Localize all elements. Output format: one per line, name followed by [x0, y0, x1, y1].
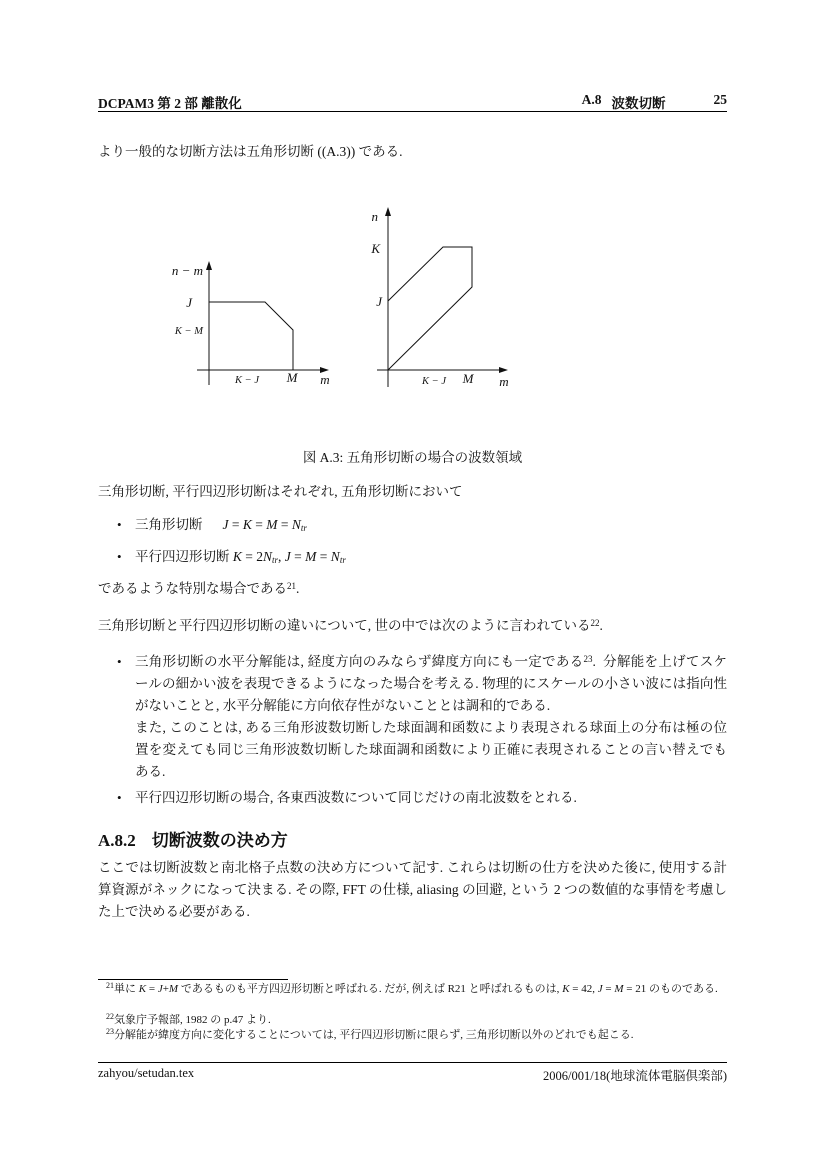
bullet-icon: • [117, 654, 122, 669]
list-item-text: 三角形切断 J = K = M = Ntr [135, 517, 307, 533]
paragraph-special-case: であるような特別な場合である$^{21}$. [98, 580, 300, 596]
bullet-icon: • [117, 790, 122, 805]
list-item-triangular [98, 514, 727, 539]
left-tick-J: J [186, 295, 192, 310]
footnote-21: $^{21}$単に K = J+M であるものも平方四辺形切断と呼ばれる. だが, 例えば R21 と呼ばれるものは, K = 42, J = M = 21 のものである. [106, 980, 718, 995]
footer-date-credit: 2006/001/18(地球流体電脳倶楽部) [542, 1069, 727, 1083]
footnote-23: $^{23}$分解能が緯度方向に変化することについては, 平行四辺形切断に限らず, 三角形切断以外のどれでも起こる. [106, 1026, 634, 1041]
list-item-text: 平行四辺形切断の場合, 各東西波数について同じだけの南北波数をとれる. [135, 790, 577, 805]
footer-rule [98, 1062, 727, 1063]
right-truncation-region [388, 247, 472, 370]
paragraph-decide: ここでは切断波数と南北格子点数の決め方について記す. これらは切断の仕方を決めた後に, 使用する計算資源がネックになって決まる. その際, FFT の仕様, aliasing の回避, という 2 つの数値的な事情を考慮した上で決める必要がある. [98, 860, 727, 919]
header-left-title: DCPAM3 第 2 部 離散化 [98, 96, 242, 111]
left-tick-K-M: K − M [174, 326, 203, 337]
section-heading [98, 826, 727, 851]
figure-right-diagram [353, 203, 518, 393]
right-y-axis-arrow-icon [385, 207, 391, 216]
left-y-axis-arrow-icon [206, 261, 212, 270]
right-x-axis-label: m [499, 374, 509, 389]
header-section-number: A.8 [581, 92, 602, 107]
section-title: 切断波数の決め方 [151, 831, 288, 850]
right-y-axis-label: n [371, 209, 378, 224]
right-x-axis-arrow-icon [499, 367, 508, 373]
footer [98, 1066, 727, 1084]
left-truncation-region [209, 302, 293, 370]
paragraph-difference: 三角形切断と平行四辺形切断の違いについて, 世の中では次のように言われている$^{22}$. [98, 617, 603, 633]
footnote-22: $^{22}$気象庁予報部, 1982 の p.47 より. [106, 1011, 271, 1026]
figure-caption: 図 A.3: 五角形切断の場合の波数領域 [302, 450, 523, 465]
list-item-parallelogram [98, 546, 727, 571]
list-item-parallelogram-case [98, 787, 727, 809]
right-tick-M: M [462, 371, 474, 386]
left-tick-K-J: K − J [235, 375, 259, 386]
left-y-axis-label: n − m [171, 263, 203, 278]
footnote-rule [98, 979, 288, 980]
header-right [98, 92, 727, 112]
left-x-axis-label: m [320, 372, 330, 387]
right-tick-K: K [371, 241, 380, 256]
left-tick-M: M [286, 370, 298, 385]
right-tick-J: J [376, 294, 382, 309]
page-number: 25 [713, 92, 727, 107]
header-section-title: 波数切断 [611, 96, 666, 111]
header-rule [98, 111, 727, 112]
list-item-resolution [98, 651, 727, 783]
paragraph-intro: より一般的な切断方法は五角形切断 ((A.3)) である. [98, 144, 403, 159]
bullet-icon: • [117, 517, 122, 532]
footer-source-file: zahyou/setudan.tex [98, 1066, 195, 1080]
right-tick-K-J: K − J [422, 376, 446, 387]
bullet-icon: • [117, 549, 122, 564]
paragraph-truncations: 三角形切断, 平行四辺形切断はそれぞれ, 五角形切断において [98, 484, 463, 499]
list-item-text: 三角形切断の水平分解能は, 経度方向のみならず緯度方向にも一定である$^{23}$. 分解能を上げてスケールの細かい波を表現できるようになった場合を考える. 物理的にスケールの小さい波には指向性がないことと, 水平分解能に方向依存性がないこととは調和的である. また, このことは, ある三角形波数切断した球面調和函数により表現される球面上の分布は極の位置を変えても同じ三角形波数切断した球面調和函数により正確に表現されることの言い替えでもある. [135, 653, 728, 779]
figure-left-diagram [158, 253, 338, 393]
list-item-text: 平行四辺形切断 K = 2Ntr, J = M = Ntr [135, 549, 346, 565]
section-number: A.8.2 [98, 831, 136, 850]
